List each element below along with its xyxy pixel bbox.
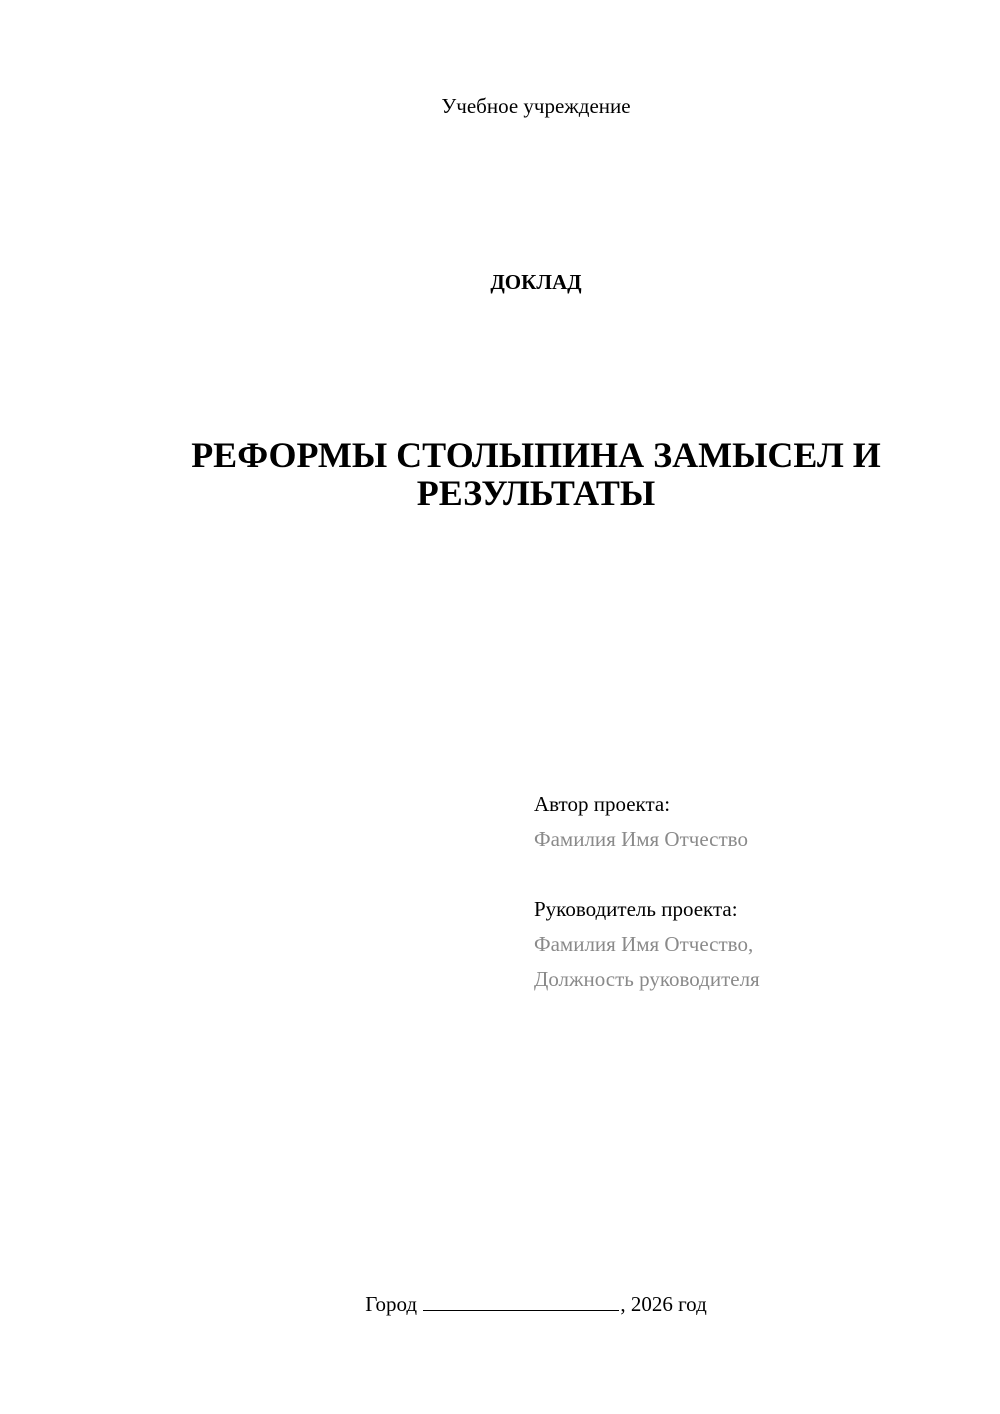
- document-title: РЕФОРМЫ СТОЛЫПИНА ЗАМЫСЕЛ И РЕЗУЛЬТАТЫ: [191, 435, 881, 513]
- institution-name: Учебное учреждение: [441, 94, 631, 118]
- supervisor-position: Должность руководителя: [534, 967, 760, 991]
- year-text: , 2026 год: [620, 1292, 707, 1316]
- supervisor-label: Руководитель проекта:: [534, 897, 738, 921]
- info-spacer: [534, 857, 974, 892]
- document-type: ДОКЛАД: [490, 270, 582, 294]
- city-year-line: [0, 1290, 1000, 1318]
- author-label: Автор проекта:: [534, 792, 671, 816]
- city-blank-line: [423, 1290, 619, 1311]
- supervisor-name: Фамилия Имя Отчество,: [534, 932, 754, 956]
- city-label: Город: [365, 1292, 418, 1316]
- project-info-block: [534, 787, 974, 997]
- author-name: Фамилия Имя Отчество: [534, 827, 748, 851]
